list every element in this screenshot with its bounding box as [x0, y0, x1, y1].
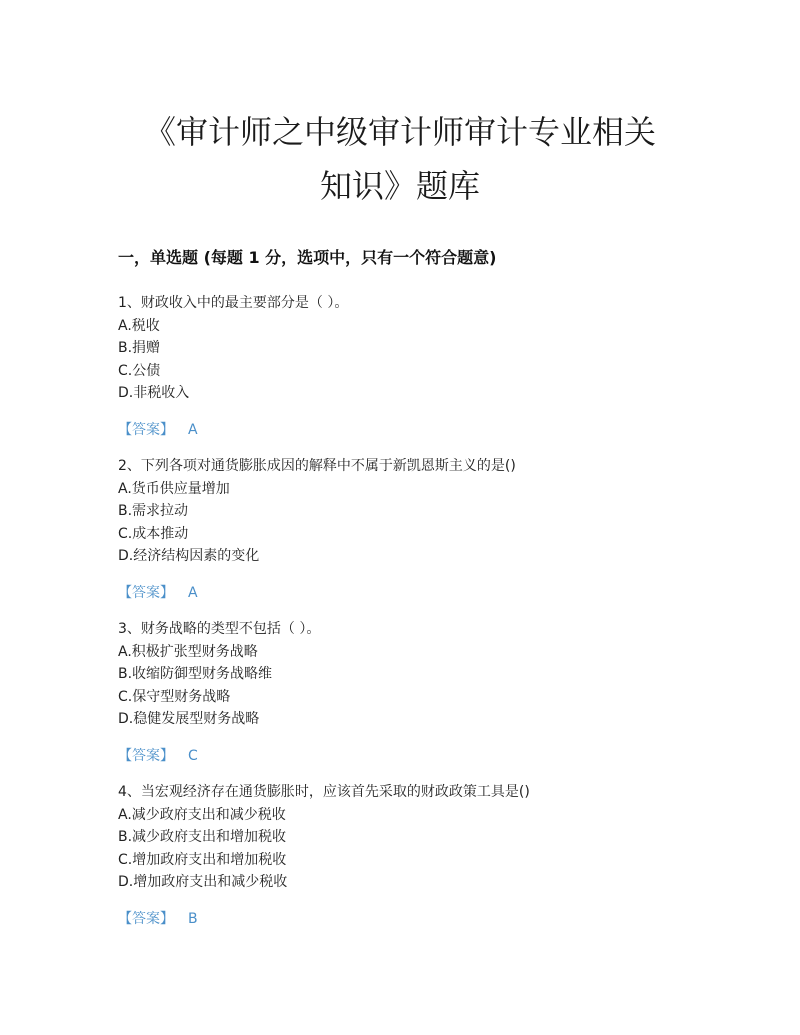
question-stem: 2、下列各项对通货膨胀成因的解释中不属于新凯恩斯主义的是()	[118, 458, 516, 474]
question-option: A.积极扩张型财务战略	[118, 643, 258, 660]
question-option: B.减少政府支出和增加税收	[118, 829, 287, 845]
question-option: A.减少政府支出和减少税收	[118, 806, 286, 823]
document-title	[100, 105, 700, 213]
question-option: A.税收	[118, 317, 160, 334]
document-title-line-2: 知识》题库	[319, 167, 480, 205]
answer-value: B	[188, 910, 198, 927]
question-option: D.非税收入	[118, 385, 190, 401]
document-title-line-1: 《审计师之中级审计师审计专业相关	[143, 113, 656, 151]
answer-label: 【答案】	[118, 584, 174, 601]
question-block	[118, 455, 718, 604]
answer-label: 【答案】	[118, 747, 174, 764]
question-stem: 3、财务战略的类型不包括（ ）。	[118, 621, 321, 637]
question-block	[118, 781, 718, 930]
question-block	[118, 292, 718, 441]
question-option: D.稳健发展型财务战略	[118, 711, 260, 727]
question-option: C.成本推动	[118, 525, 189, 542]
question-option: C.公债	[118, 362, 161, 379]
section-heading: 一，单选题 (每题 1 分，选项中，只有一个符合题意)	[118, 248, 497, 267]
question-option: B.收缩防御型财务战略维	[118, 666, 273, 682]
question-option: D.增加政府支出和减少税收	[118, 874, 288, 890]
answer-line	[118, 745, 718, 767]
question-stem: 4、当宏观经济存在通货膨胀时，应该首先采取的财政政策工具是()	[118, 784, 530, 800]
question-block	[118, 618, 718, 767]
answer-line	[118, 582, 718, 604]
answer-value: C	[188, 747, 198, 764]
answer-label: 【答案】	[118, 910, 174, 927]
question-option: A.货币供应量增加	[118, 480, 230, 497]
question-option: B.捐赠	[118, 340, 161, 356]
question-option: C.增加政府支出和增加税收	[118, 851, 287, 868]
question-option: C.保守型财务战略	[118, 688, 231, 705]
question-option: D.经济结构因素的变化	[118, 548, 260, 564]
question-option: B.需求拉动	[118, 503, 189, 519]
question-stem: 1、财政收入中的最主要部分是（ ）。	[118, 295, 349, 311]
answer-line	[118, 908, 718, 930]
answer-label: 【答案】	[118, 421, 174, 438]
answer-value: A	[188, 421, 198, 438]
answer-line	[118, 419, 718, 441]
answer-value: A	[188, 584, 198, 601]
